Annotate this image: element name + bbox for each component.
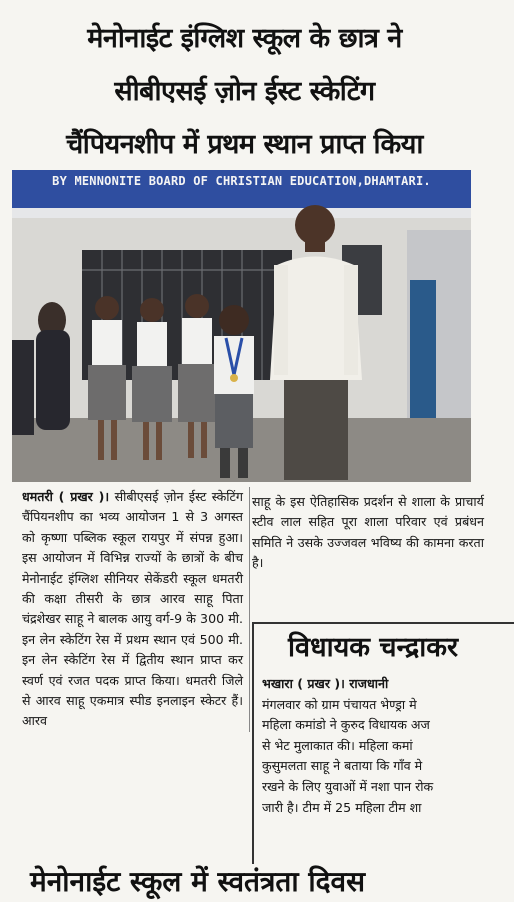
story2-line: मंगलवार को ग्राम पंचायत भेण्ड्रा मे: [262, 696, 417, 712]
next-headline-cut: [30, 862, 480, 898]
story2-title: विधायक चन्द्राकर: [288, 632, 458, 663]
story2-line: से भेट मुलाकात की। महिला कमां: [262, 737, 413, 753]
story1-body-right: साहू के इस ऐतिहासिक प्रदर्शन से शाला के प्राचार्य स्टीव लाल सहित पूरा शाला परिवार एवं प्रबंधन समिति ने उसके उज्जवल भविष्य की कामना करता है।: [252, 494, 484, 571]
story2-line: जारी है। टीम में 25 महिला टीम शा: [262, 799, 422, 815]
story2-line: भखारा ( प्रखर )। राजधानी: [262, 676, 389, 691]
story2-line: कुसुमलता साहू ने बताया कि गाँव मे: [262, 758, 423, 774]
story2-line: रखने के लिए युवाओं में नशा पान रोक: [262, 778, 434, 794]
story2-box: [252, 622, 514, 864]
headline: [6, 12, 483, 171]
story1-right-column: [252, 492, 484, 574]
story2-body: [262, 674, 512, 818]
photo-illustration: [12, 170, 471, 482]
story2-line: महिला कमांडो ने कुरुद विधायक अज: [262, 717, 430, 733]
headline-line-2: सीबीएसई ज़ोन ईस्ट स्केटिंग: [114, 76, 375, 107]
next-headline-text: मेनोनाईट स्कूल में स्वतंत्रता दिवस: [30, 865, 366, 898]
story1-dateline: धमतरी ( प्रखर )।: [22, 489, 110, 504]
news-photo: [12, 170, 471, 482]
headline-line-3: चैंपियनशीप में प्रथम स्थान प्राप्त किया: [66, 129, 423, 160]
headline-line-1: मेनोनाईट इंग्लिश स्कूल के छात्र ने: [87, 23, 402, 54]
photo-banner-text: BY MENNONITE BOARD OF CHRISTIAN EDUCATION,DHAMTARI.: [52, 174, 431, 188]
story1-body-left: सीबीएसई ज़ोन ईस्ट स्केटिंग चैंपियनशीप का भव्य आयोजन 1 से 3 अगस्त को कृष्णा पब्लिक स्कूल रायपुर में संपन्न हुआ। इस आयोजन में विभिन्न राज्यों के छात्रों के बीच मेनोनाईट इंग्लिश सीनियर सेकेंडरी स्कूल धमतरी की कक्षा तीसरी के छात्र आरव साहू पिता चंद्रशेखर साहू ने बालक आयु वर्ग-9 के 300 मी. इन लेन स्केटिंग रेस में प्रथम स्थान एवं 500 मी. इन लेन स्केटिंग रेस में द्वितीय स्थान प्राप्त कर स्वर्ण एवं रजत पदक प्राप्त किया। धमतरी जिले से आरव साहू एकमात्र स्पीड इनलाइन स्केटर हैं। आरव: [22, 489, 243, 729]
story1-left-column: [22, 487, 250, 732]
